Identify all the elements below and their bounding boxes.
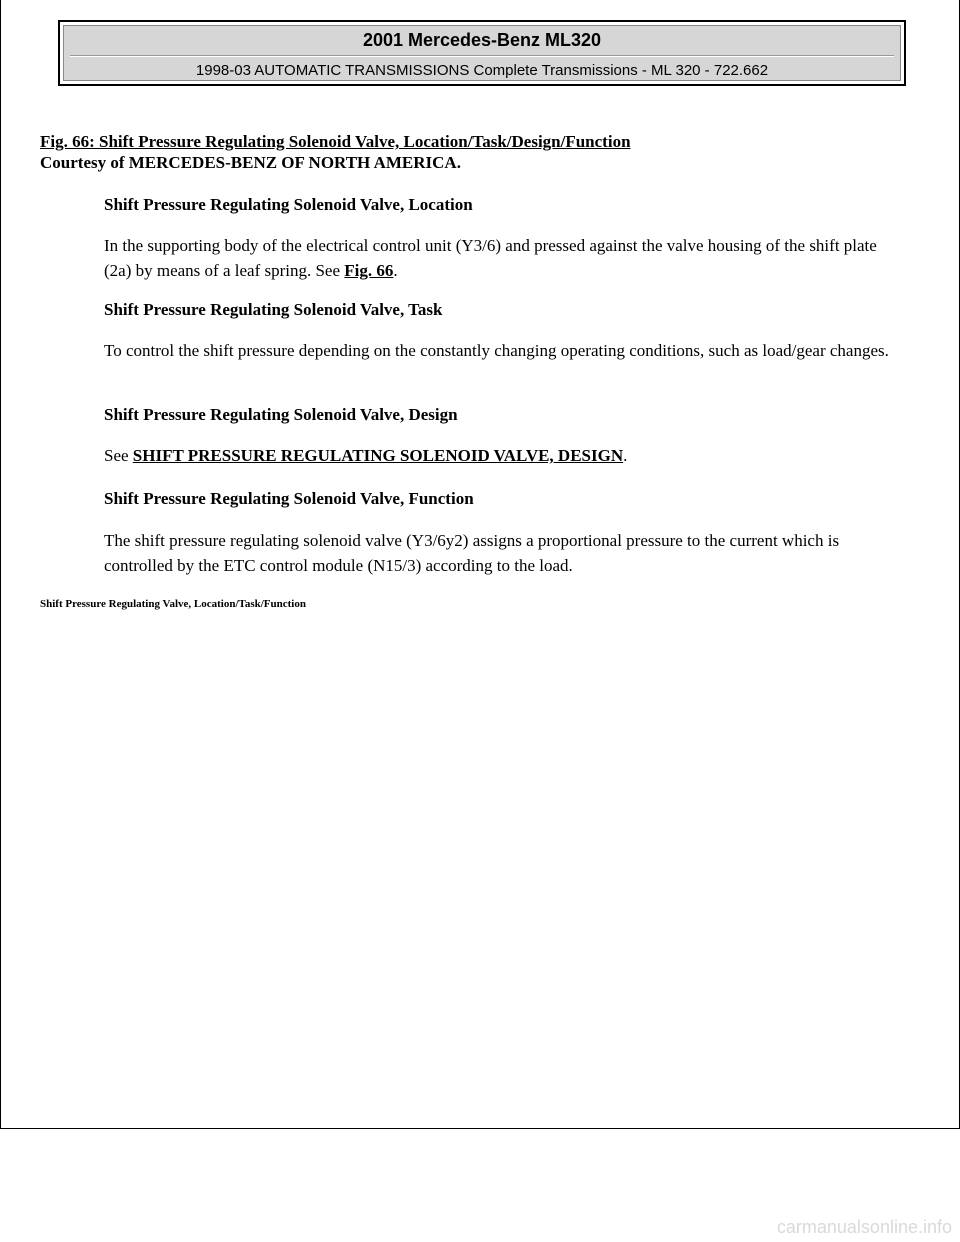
design-paragraph	[104, 443, 904, 468]
task-heading: Shift Pressure Regulating Solenoid Valve, Task	[104, 300, 443, 319]
design-link[interactable]: SHIFT PRESSURE REGULATING SOLENOID VALVE, DESIGN	[132, 446, 624, 465]
location-heading: Shift Pressure Regulating Solenoid Valve, Location	[104, 195, 473, 214]
design-heading: Shift Pressure Regulating Solenoid Valve, Design	[104, 405, 458, 424]
fig-66-link[interactable]: Fig. 66	[344, 261, 394, 280]
document-header	[58, 20, 906, 86]
watermark: carmanualsonline.info	[776, 1217, 952, 1237]
header-title: 2001 Mercedes-Benz ML320	[362, 30, 602, 50]
design-suffix: .	[623, 446, 628, 465]
design-prefix: See	[104, 446, 133, 465]
next-section-heading: Shift Pressure Regulating Valve, Location/Task/Function	[40, 598, 306, 610]
function-paragraph: The shift pressure regulating solenoid valve (Y3/6y2) assigns a proportional pressure to the current which is controlled by the ETC control module (N15/3) according to the load.	[104, 531, 840, 575]
figure-courtesy: Courtesy of MERCEDES-BENZ OF NORTH AMERICA.	[40, 153, 461, 172]
location-paragraph	[104, 233, 904, 283]
header-divider	[70, 55, 894, 57]
header-subtitle: 1998-03 AUTOMATIC TRANSMISSIONS Complete Transmissions - ML 320 - 722.662	[195, 62, 769, 79]
location-text: In the supporting body of the electrical control unit (Y3/6) and pressed against the valve housing of the shift plate (2a) by means of a leaf spring. See	[104, 236, 877, 280]
location-suffix: .	[393, 261, 398, 280]
header-panel	[63, 25, 901, 81]
task-paragraph: To control the shift pressure depending on the constantly changing operating conditions, such as load/gear changes.	[104, 341, 889, 360]
function-heading: Shift Pressure Regulating Solenoid Valve, Function	[104, 489, 474, 508]
figure-caption-link[interactable]: Fig. 66: Shift Pressure Regulating Solenoid Valve, Location/Task/Design/Function	[40, 132, 631, 151]
